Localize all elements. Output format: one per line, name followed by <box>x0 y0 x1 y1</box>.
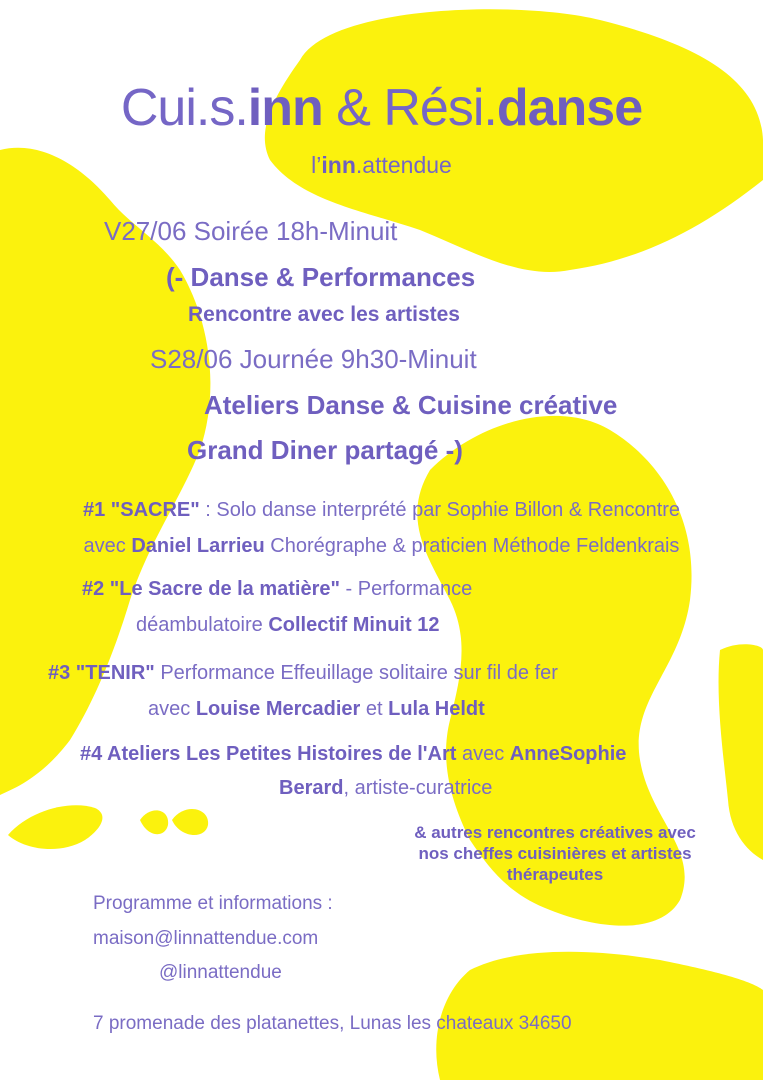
other-encounters-note: & autres rencontres créatives avec nos cheffes cuisinières et artistes thérapeutes <box>414 823 696 884</box>
event-4-artist: Berard <box>279 777 344 799</box>
event-3-text: et <box>360 698 389 720</box>
subtitle <box>0 152 763 179</box>
event-2-line2 <box>136 614 439 637</box>
event-3-text: Performance Effeuillage solitaire sur fil de fer <box>154 662 558 684</box>
schedule-day2: S28/06 Journée 9h30-Minuit <box>150 344 477 374</box>
event-2-line1 <box>82 578 472 601</box>
blob-small-1 <box>8 805 102 849</box>
schedule-day1-item2: Rencontre avec les artistes <box>188 303 460 326</box>
blob-small-3 <box>172 809 208 835</box>
subtitle-part: .attendue <box>355 152 452 178</box>
event-4-text: avec <box>456 743 510 765</box>
contact-email: maison@linnattendue.com <box>93 928 319 949</box>
info-label: Programme et informations : <box>93 893 333 914</box>
event-3-artist: Louise Mercadier <box>195 698 361 720</box>
event-2-text: - Performance <box>340 578 473 600</box>
event-3-text: avec <box>148 698 196 720</box>
event-4-text: , artiste-curatrice <box>343 777 493 799</box>
blob-small-2 <box>140 810 168 834</box>
title-part: Cui.s. <box>120 79 248 137</box>
title-part-bold: danse <box>496 79 643 137</box>
event-2-artist: Collectif Minuit 12 <box>268 614 440 636</box>
page-title <box>0 78 763 138</box>
subtitle-part: l’ <box>311 152 322 178</box>
event-2-text: déambulatoire <box>136 614 269 636</box>
event-4-line1 <box>80 743 626 766</box>
event-1-text: avec <box>83 535 132 557</box>
event-3-line1 <box>48 662 558 685</box>
schedule-day2-item1: Ateliers Danse & Cuisine créative <box>204 390 618 420</box>
event-3-artist: Lula Heldt <box>388 698 485 720</box>
subtitle-part-bold: inn <box>321 152 356 178</box>
event-1-text: : Solo danse interprété par Sophie Billon & Rencontre <box>199 499 681 521</box>
schedule-day2-item2: Grand Diner partagé -) <box>187 435 463 465</box>
title-part-bold: inn <box>247 79 323 137</box>
event-3-line2 <box>148 698 485 721</box>
event-1-line1 <box>0 499 763 522</box>
address: 7 promenade des platanettes, Lunas les chateaux 34650 <box>93 1013 572 1034</box>
title-part: & Rési. <box>322 79 497 137</box>
event-4-title: #4 Ateliers Les Petites Histoires de l'Art <box>80 743 457 765</box>
event-4-line2 <box>279 777 492 800</box>
schedule-day1-item1: (- Danse & Performances <box>166 262 476 292</box>
event-1-line2 <box>0 535 763 558</box>
event-1-artist: Daniel Larrieu <box>131 535 265 557</box>
event-1-title: #1 "SACRE" <box>82 499 200 521</box>
blob-right-edge <box>719 644 763 860</box>
event-4-artist: AnneSophie <box>509 743 627 765</box>
event-3-title: #3 "TENIR" <box>48 662 155 684</box>
schedule-day1: V27/06 Soirée 18h-Minuit <box>104 216 398 246</box>
event-1-text: Chorégraphe & praticien Méthode Feldenkrais <box>264 535 680 557</box>
event-2-title: #2 "Le Sacre de la matière" <box>82 578 340 600</box>
social-handle: @linnattendue <box>159 962 282 983</box>
